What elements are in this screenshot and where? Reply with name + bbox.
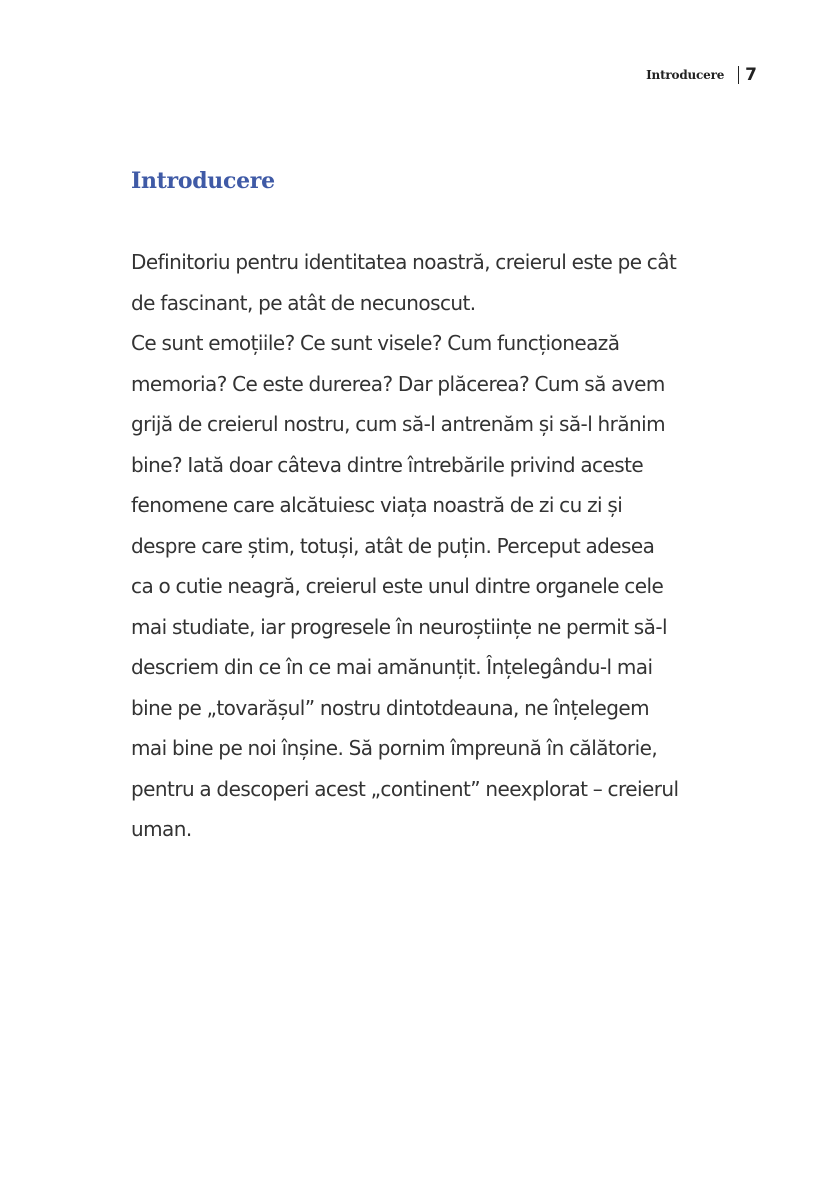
text-line: bine pe „tovarășul” nostru dintotdeauna, ne înțelegem [131,695,650,720]
text-line: uman. [131,817,192,841]
header-divider [738,66,739,84]
text-line: grijă de creierul nostru, cum să-l antrenăm și să-l hrănim [131,412,666,436]
text-line: descriem din ce în ce mai amănunțit. Înțelegându-l mai [131,655,653,679]
text-line: Definitoriu pentru identitatea noastră, creierul este pe cât [131,250,677,274]
text-line: mai bine pe noi înșine. Să pornim împreună în călătorie, [131,736,658,760]
text-line: de fascinant, pe atât de necunoscut. [131,290,476,315]
running-title: Introducere [646,68,725,82]
page-header [646,64,757,86]
text-line: memoria? Ce este durerea? Dar plăcerea? Cum să avem [131,371,665,396]
chapter-title: Introducere [131,168,275,194]
text-line: fenomene care alcătuiesc viața noastră de zi cu zi și [131,493,623,517]
text-line: mai studiate, iar progresele în neuroștiințe ne permit să-l [131,614,668,639]
text-line: bine? Iată doar câteva dintre întrebările privind aceste [131,452,644,477]
text-line: despre care știm, totuși, atât de puțin. Perceput adesea [131,533,655,558]
text-line: ca o cutie neagră, creierul este unul dintre organele cele [131,574,664,598]
page-number: 7 [745,65,757,85]
text-line: pentru a descoperi acest „continent” neexplorat – creierul [131,776,679,801]
text-line: Ce sunt emoțiile? Ce sunt visele? Cum funcționează [131,331,620,355]
body-paragraph [131,242,761,850]
